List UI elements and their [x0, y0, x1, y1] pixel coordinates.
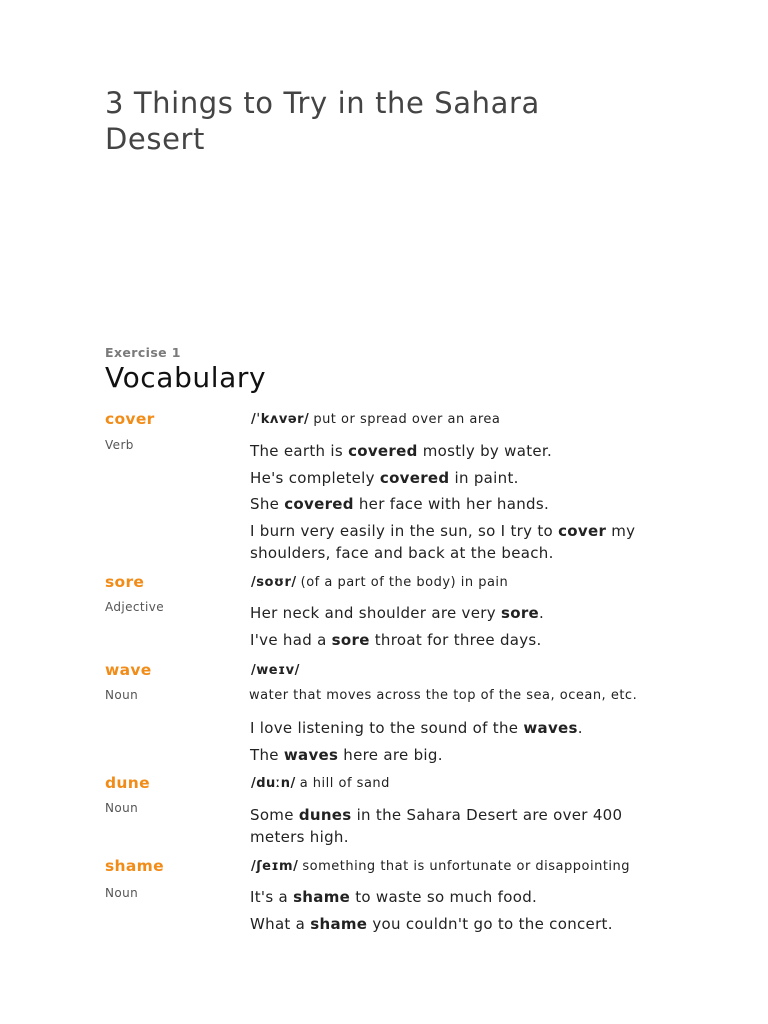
part-of-speech: Verb — [105, 438, 134, 452]
vocab-word: sore — [105, 573, 145, 591]
vocab-word: cover — [105, 410, 155, 428]
example-list — [250, 602, 645, 655]
example-list — [250, 717, 645, 770]
definition: water that moves across the top of the sea, ocean, etc. — [249, 688, 638, 703]
section-heading: Vocabulary — [105, 361, 267, 394]
highlighted-word: sore — [500, 604, 539, 622]
part-of-speech: Noun — [105, 886, 139, 900]
definition: something that is unfortunate or disappointing — [302, 859, 631, 874]
definition: a hill of sand — [299, 776, 390, 791]
example-list — [250, 886, 645, 939]
example-sentence: Some dunes in the Sahara Desert are over 400 meters high. — [250, 806, 623, 846]
highlighted-word: shame — [293, 888, 351, 906]
vocab-entry-cover — [105, 410, 645, 560]
page-title: 3 Things to Try in the Sahara Desert — [105, 86, 540, 156]
pronunciation-line — [251, 663, 651, 678]
highlighted-word: waves — [523, 719, 578, 737]
example-sentence: What a shame you couldn't go to the concert. — [250, 914, 613, 933]
definition-line — [251, 575, 651, 590]
vocab-entry-wave — [105, 661, 645, 771]
pronunciation: /duːn/ — [251, 776, 296, 791]
vocab-word: dune — [105, 774, 150, 792]
example-sentence: She covered her face with her hands. — [250, 495, 550, 513]
highlighted-word: covered — [348, 442, 418, 460]
vocab-word: shame — [105, 857, 164, 875]
highlighted-word: cover — [558, 521, 607, 540]
vocab-entry-sore — [105, 573, 645, 653]
example-list — [250, 440, 645, 568]
definition-line — [251, 859, 651, 874]
example-sentence: I've had a sore throat for three days. — [250, 630, 542, 649]
vocab-entry-dune — [105, 774, 645, 849]
highlighted-word: dunes — [298, 806, 352, 824]
highlighted-word: shame — [310, 914, 368, 933]
part-of-speech: Noun — [105, 688, 139, 702]
pronunciation: /soʊr/ — [251, 575, 297, 590]
part-of-speech: Noun — [105, 801, 139, 815]
example-list — [250, 804, 645, 853]
definition: (of a part of the body) in pain — [300, 575, 509, 590]
example-sentence: The earth is covered mostly by water. — [250, 442, 553, 460]
pronunciation: /weɪv/ — [251, 663, 300, 678]
highlighted-word: covered — [284, 495, 354, 513]
part-of-speech: Adjective — [105, 600, 165, 614]
highlighted-word: waves — [283, 745, 339, 764]
definition-line — [251, 776, 651, 791]
highlighted-word: covered — [379, 468, 450, 487]
example-sentence: It's a shame to waste so much food. — [250, 888, 538, 906]
example-sentence: Her neck and shoulder are very sore. — [250, 604, 545, 622]
pronunciation: /ʃeɪm/ — [251, 859, 299, 874]
definition-line — [251, 412, 651, 427]
exercise-label: Exercise 1 — [105, 345, 181, 360]
pronunciation: /ˈkʌvər/ — [251, 412, 310, 427]
example-sentence: I burn very easily in the sun, so I try to cover my shoulders, face and back at the beach. — [250, 521, 636, 562]
example-sentence: He's completely covered in paint. — [250, 468, 519, 487]
definition: put or spread over an area — [313, 412, 501, 427]
example-sentence: I love listening to the sound of the waves. — [250, 719, 583, 737]
example-sentence: The waves here are big. — [250, 745, 443, 764]
highlighted-word: sore — [331, 630, 370, 649]
vocab-word: wave — [105, 661, 152, 679]
vocab-entry-shame — [105, 857, 645, 942]
